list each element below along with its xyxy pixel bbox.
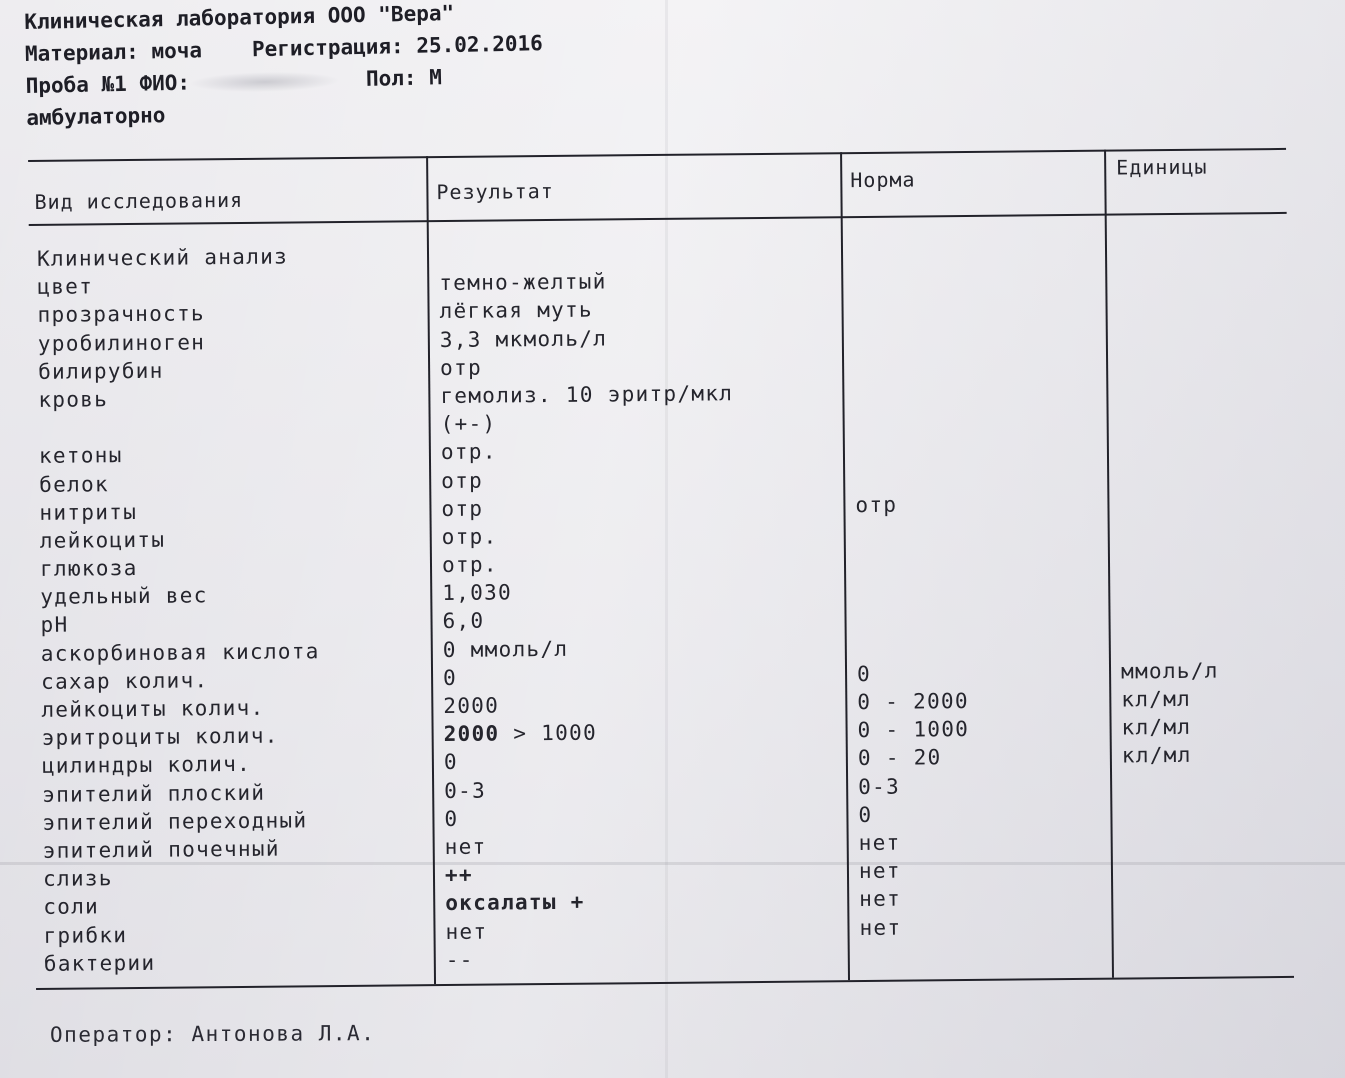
unit-cell	[1123, 826, 1221, 855]
material-value: моча	[151, 38, 203, 64]
result-cell: 6,0	[442, 609, 485, 634]
study-name-cell: удельный вес	[40, 583, 208, 610]
study-name-cell: лейкоциты	[39, 527, 166, 553]
study-name-cell: эпителий плоский	[42, 780, 266, 807]
unit-cell	[1123, 854, 1221, 883]
norm-cell: 0	[856, 661, 872, 686]
study-name-cell: кровь	[38, 387, 109, 412]
result-value-continued: (+-)	[440, 411, 497, 437]
study-name-cell: кетоны	[38, 443, 123, 469]
result-cell: 1,030	[442, 580, 513, 606]
result-cell	[445, 887, 738, 918]
header-study-type: Вид исследования	[34, 187, 244, 214]
table-header-rule	[29, 212, 1287, 226]
redacted-name	[190, 70, 340, 93]
registration-date: 25.02.2016	[416, 31, 543, 58]
norm-cell	[860, 941, 972, 970]
operator-label: Оператор:	[49, 1022, 178, 1047]
study-name-cell: цвет	[37, 274, 94, 300]
study-name-cell: соли	[43, 894, 100, 920]
study-name-cell: сахар колич.	[40, 668, 209, 694]
norm-cell	[855, 433, 967, 462]
study-name-cell: слизь	[42, 866, 113, 892]
study-name-cell: лейкоциты колич.	[41, 695, 265, 722]
column-divider	[426, 156, 436, 984]
result-flagged-value: 2000	[443, 721, 500, 747]
norm-cell	[853, 264, 965, 293]
result-cell: отр.	[441, 552, 498, 578]
unit-cell	[1117, 290, 1215, 319]
result-cell: отр	[439, 355, 483, 380]
unit-cell: кл/мл	[1121, 743, 1192, 768]
result-cell: нет	[445, 919, 488, 944]
norm-cell: отр	[855, 492, 898, 517]
study-name-column	[37, 242, 323, 978]
result-cell: --	[445, 947, 474, 972]
result-cell: отр	[441, 468, 484, 493]
norm-column	[853, 236, 972, 970]
result-cell: отр.	[441, 524, 498, 549]
unit-cell	[1118, 318, 1216, 347]
result-value: гемолиз. 10 эритр/мкл	[440, 381, 734, 408]
result-tail: > 1000	[499, 720, 598, 746]
result-flagged-value: оксалаты +	[445, 890, 585, 916]
norm-cell: 0-3	[858, 774, 901, 799]
study-name-cell: грибки	[43, 922, 128, 948]
norm-cell	[853, 236, 965, 265]
unit-cell	[1119, 487, 1217, 516]
result-column	[439, 238, 739, 974]
table-bottom-rule	[36, 976, 1294, 990]
unit-cell	[1118, 375, 1216, 432]
unit-cell	[1124, 938, 1222, 967]
norm-cell: 0 - 2000	[857, 689, 969, 715]
column-divider	[1104, 150, 1114, 978]
result-cell: 0-3	[444, 778, 487, 803]
norm-cell: нет	[859, 886, 902, 912]
norm-cell	[854, 377, 966, 434]
unit-cell: кл/мл	[1121, 715, 1192, 740]
study-name-cell: глюкоза	[39, 556, 138, 581]
result-cell	[443, 717, 736, 748]
lab-name: Клиническая лаборатория ООО "Вера"	[24, 0, 455, 34]
norm-cell	[856, 518, 968, 547]
result-cell: 0 ммоль/л	[442, 636, 569, 662]
unit-cell	[1120, 515, 1218, 544]
unit-cell	[1120, 544, 1218, 573]
column-divider	[840, 152, 850, 980]
unit-cell	[1123, 882, 1221, 911]
result-cell: темно-желтый	[439, 269, 607, 296]
study-name-cell: эпителий почечный	[42, 836, 280, 863]
unit-cell	[1123, 910, 1221, 939]
results-table	[28, 138, 1294, 995]
norm-cell: нет	[858, 830, 901, 856]
unit-cell: кл/мл	[1121, 686, 1192, 712]
norm-cell: 0 - 20	[857, 745, 942, 771]
norm-cell	[855, 462, 967, 491]
unit-cell: ммоль/л	[1120, 658, 1219, 684]
study-name-cell: билирубин	[38, 358, 164, 384]
unit-cell	[1119, 459, 1217, 488]
units-column	[1117, 234, 1222, 968]
registration-label: Регистрация:	[251, 34, 404, 62]
result-cell: 2000	[443, 693, 500, 719]
visit-mode: амбулаторно	[26, 103, 166, 130]
unit-cell	[1120, 572, 1218, 601]
sex-label: Пол:	[365, 65, 417, 91]
result-cell: 0	[442, 665, 458, 690]
report-header	[24, 0, 544, 134]
result-cell	[445, 858, 738, 889]
header-units: Единицы	[1116, 154, 1208, 180]
norm-cell: нет	[858, 858, 901, 884]
sex-value: М	[428, 65, 443, 90]
sample-label: Проба №1 ФИО:	[25, 70, 191, 98]
study-name-cell: pH	[40, 613, 69, 638]
study-name-cell: бактерии	[43, 950, 156, 976]
norm-cell	[856, 602, 968, 631]
header-norm: Норма	[850, 167, 916, 193]
study-name-cell: прозрачность	[37, 301, 206, 328]
study-name-cell: цилиндры колич.	[41, 752, 252, 779]
material-label: Материал:	[24, 39, 140, 66]
header-result: Результат	[436, 178, 554, 205]
result-cell: 3,3 мкмоль/л	[439, 326, 608, 352]
unit-cell	[1121, 628, 1219, 657]
result-cell: отр.	[440, 439, 497, 465]
unit-cell	[1122, 797, 1220, 826]
norm-cell	[854, 321, 966, 350]
study-name-cell: аскорбиновая кислота	[40, 638, 320, 666]
norm-cell	[853, 292, 965, 321]
study-name-cell: уробилиноген	[37, 329, 206, 356]
unit-cell	[1120, 600, 1218, 629]
result-cell: 0	[444, 806, 459, 831]
result-cell: лёгкая муть	[439, 297, 594, 324]
result-cell	[439, 238, 732, 269]
norm-cell	[854, 349, 966, 378]
result-cell: отр	[441, 496, 484, 521]
study-name-cell: нитриты	[39, 499, 138, 525]
result-flagged-value: ++	[444, 862, 473, 888]
norm-cell: 0 - 1000	[857, 717, 970, 743]
study-name-cell: белок	[39, 471, 110, 497]
unit-cell	[1117, 234, 1215, 263]
study-name-cell: Клинический анализ	[36, 244, 289, 271]
norm-cell	[856, 546, 968, 575]
study-name-cell: эритроциты колич.	[41, 723, 279, 751]
norm-cell: нет	[859, 915, 902, 940]
unit-cell	[1119, 431, 1217, 460]
result-cell	[440, 379, 733, 438]
result-cell: 0	[443, 750, 458, 775]
unit-cell	[1122, 769, 1220, 798]
unit-cell	[1117, 262, 1215, 291]
norm-cell	[857, 631, 969, 660]
unit-cell	[1118, 346, 1216, 375]
study-name-cell: эпителий переходный	[42, 808, 308, 835]
norm-cell	[856, 574, 968, 603]
norm-cell: 0	[858, 802, 873, 827]
operator-name: Антонова Л.А.	[191, 1021, 376, 1047]
operator-line	[50, 1021, 375, 1047]
result-cell: нет	[444, 834, 487, 859]
table-top-rule	[28, 148, 1286, 162]
